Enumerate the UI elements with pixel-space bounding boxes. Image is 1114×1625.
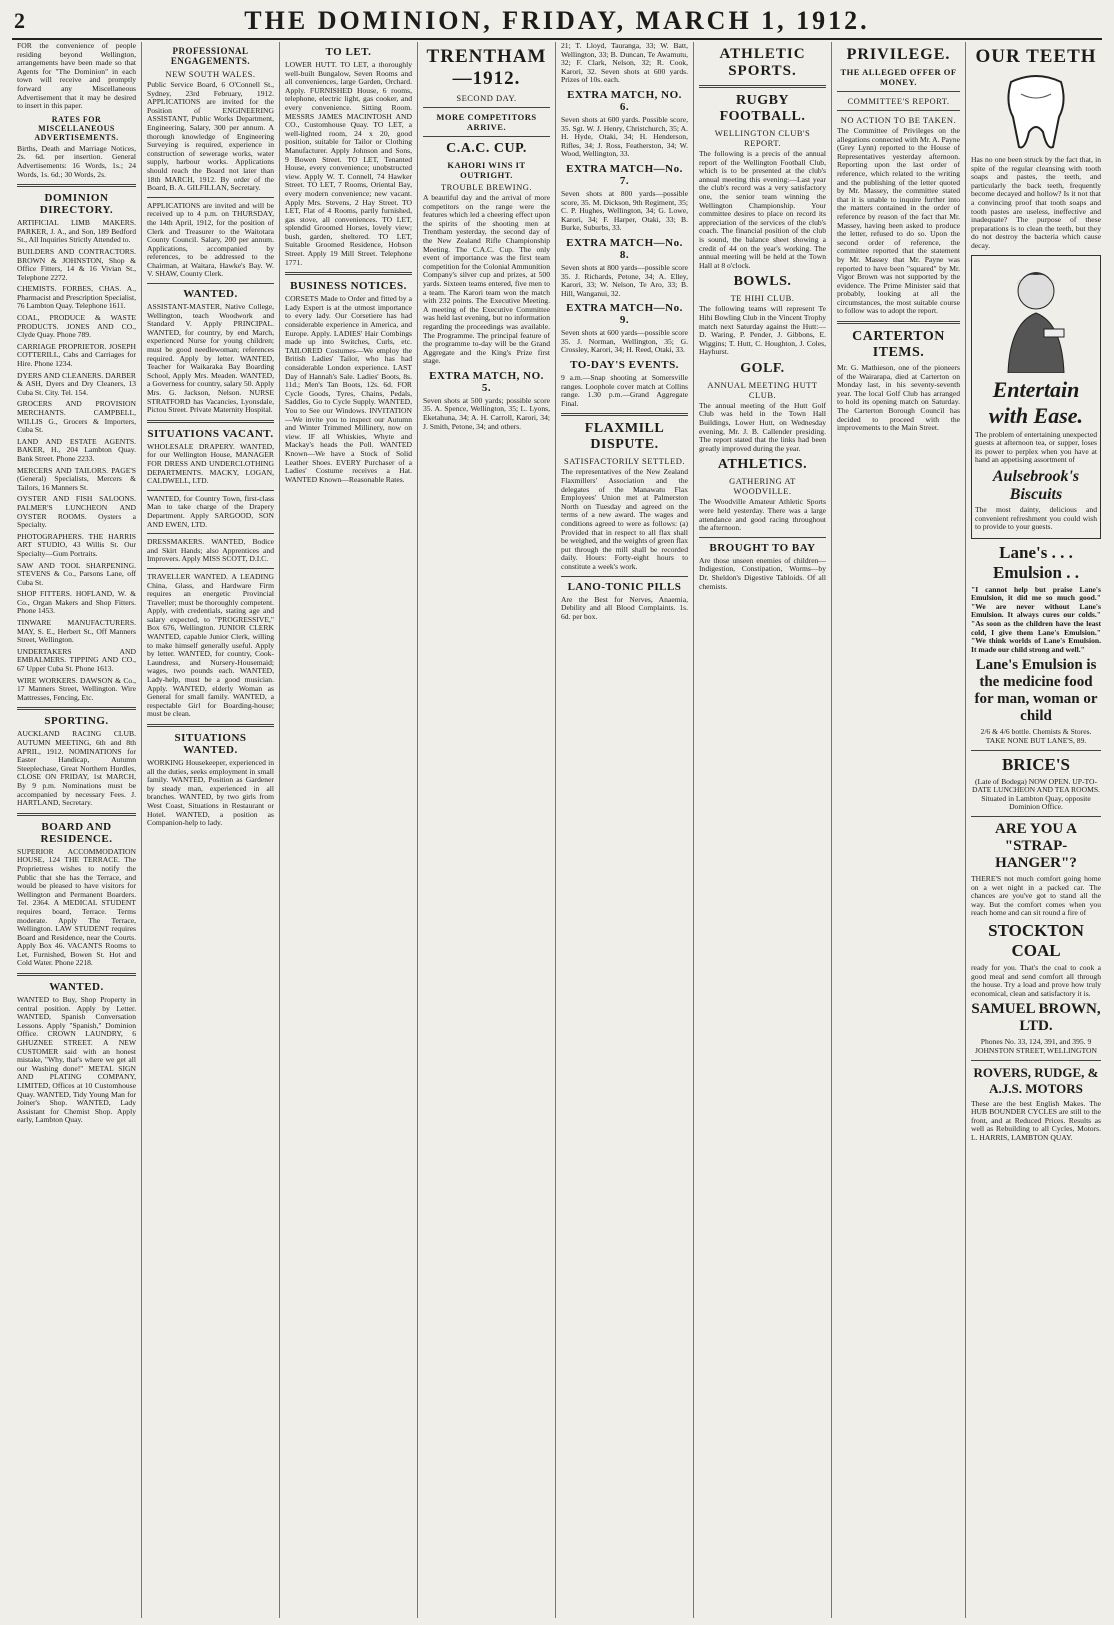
directory-item: MERCERS AND TAILORS. PAGE'S (General) Specialists, Mercers & Tailors, 16 Manners St. — [17, 465, 136, 492]
aulsebrook-intro: The problem of entertaining unexpected guests at afternoon tea, or supper, loses its power to perplex when you have at hand an appetising assortment of — [975, 429, 1097, 465]
lanes-price: 2/6 & 4/6 bottle. Chemists & Stores. TAKE NONE BUT LANE'S, 89. — [980, 727, 1092, 746]
subheading: SECOND DAY. — [456, 93, 517, 103]
match6-text: Seven shots at 600 yards. Possible score, 35. Sgt. W. J. Henry, Christchurch, 35; A. H. Hyde, Otaki, 34; H. Henderson, Rifles, 34; J. Ross, Featherston, 34; W. Wood, Wellington, 33. — [561, 114, 688, 159]
directory-item: OYSTER AND FISH SALOONS. PALMER'S LUNCHEON AND OYSTER ROOMS. Oysters a Specialty. — [17, 494, 136, 530]
divider — [147, 490, 274, 491]
sporting-heading: SPORTING. — [44, 715, 109, 728]
dressmakers-text: DRESSMAKERS. WANTED, Bodice and Skirt Hands; also Apprentices and Improvers. Apply MISS SCOTT, D.I.C. — [147, 537, 274, 564]
directory-item: PHOTOGRAPHERS. THE HARRIS ART STUDIO, 43 Willis St. Our Specialty—Gum Portraits. — [17, 531, 136, 558]
column-classifieds — [12, 42, 142, 1618]
masthead — [12, 4, 1102, 40]
tooth-illustration-icon — [1001, 72, 1071, 152]
wanted-text: ASSISTANT-MASTER, Native College, Wellington, teach Woodwork and Standard V. Apply PRINCIPAL. WANTED, for country, by end March, experienced Nurse for young children; must be good needlewoman; references required. Apply by letter. WANTED, Teacher for Waikaraka Bay Boarding School, Apply Mrs. Meaden. WANTED, a Governess for country, salary 50. Apply Mrs. G. Jackson, Nelson. NURSE STRATFORD has Vacancies, Lyonsdale, Pictou Street. Private Maternity Hospital. — [147, 302, 274, 415]
results-text: 21; T. Lloyd, Tauranga, 33; W. Batt, Wellington, 33; B. Duncan, Te Awamutu, 32; F. Clark, Nelson, 32; R. Cook, Karori, 32. Seven shots at 600 yards. Prizes of 10s. each. — [561, 42, 688, 85]
carterton-text: Mr. G. Mathieson, one of the pioneers of the Wairarapa, died at Carterton on Monday last, in his seventy-seventh year. The local Golf Club has arranged to hold its opening match on Saturday. The Carterton Borough Council has decided to proceed with the improvements to the Main Street. — [837, 363, 960, 433]
strap-heading: ARE YOU A "STRAP-HANGER"? — [995, 821, 1077, 871]
subheading: KAHORI WINS IT OUTRIGHT. — [447, 160, 526, 180]
wanted-text: WANTED to Buy, Shop Property in central position. Apply by Letter. WANTED, Spanish Conversation Lessons. Apply "Spanish," Dominion Office. CROWN LAUNDRY, 6 GHUZNEE STREET. A NEW CUSTOMER said with an honest mistake, "Why, that's where we get all our Washing done!" METAL SIGN AND PLATING COMPANY, LIMITED, Offices at 10 Customhouse Quay. WANTED, Tidy Young Man for Joiner's Shop. WANTED, Lady Assistant for Chemist Shop. Apply early, Lambton Quay. — [17, 995, 136, 1125]
bowls-heading: BOWLS. — [733, 274, 792, 290]
lady-illustration-icon — [988, 263, 1084, 373]
divider — [971, 816, 1101, 817]
divider — [837, 91, 960, 92]
newspaper-title: THE DOMINION, FRIDAY, MARCH 1, 1912. — [244, 6, 870, 35]
subheading: THE ALLEGED OFFER OF MONEY. — [840, 67, 957, 87]
samuel-brown: SAMUEL BROWN, LTD. — [971, 1001, 1101, 1035]
lanes-quotes: "I cannot help but praise Lane's Emulsion, it did me so much good." "We are never without Lane's Emulsion. It always cures our colds." "As soon as the children have the least cold, I give them Lane's Emulsion." "We think worlds of Lane's Emulsion. It made our child strong and well." — [971, 584, 1101, 654]
agents-notice: FOR the convenience of people residing beyond Wellington, arrangements have been made so that Agents for "The Dominion" in each town will receive and promptly forward any Miscellaneous Advertisement that it may be desired to insert in this paper. — [17, 42, 136, 111]
subheading: TROUBLE BREWING. — [440, 182, 533, 192]
column-athletic — [694, 42, 832, 1618]
directory-item: WIRE WORKERS. DAWSON & Co., 17 Manners Street, Wellington. Wire Mattresses, Fencing, Etc. — [17, 675, 136, 702]
divider — [17, 184, 136, 187]
extra-match-text: Seven shots at 500 yards; possible score 35. A. Spence, Wellington, 35; L. Lyons, Eketahuna, 34; A. H. Carroll, Karori, 34; J. Smith, Petone, 34; and others. — [423, 395, 550, 431]
nsw-text: Public Service Board, 6 O'Connell St., Sydney, 23rd February, 1912. APPLICATIONS are invited for the Position of ENGINEERING ASSISTANT, Public Works Department, Engineering, Salary, 300 per annum. A thorough knowledge of Engineering Surveying is required, experience in construction of sewerage works, water supply, harbour works. Applications should reach the Board not later than 18th MARCH, 1912. By order of the Board, B. A. GILFILLAN, Secretary. — [147, 80, 274, 193]
brought-heading: BROUGHT TO BAY — [709, 541, 816, 554]
drapery-text: WHOLESALE DRAPERY. WANTED, for our Wellington House, MANAGER FOR DRESS AND UNDERCLOTHING DEPARTMENTS. MACKY, LOGAN, CALDWELL, LTD. — [147, 441, 274, 486]
athletics-heading: ATHLETICS. — [717, 457, 808, 473]
divider — [971, 1060, 1101, 1061]
column-results — [556, 42, 694, 1618]
extra-match-heading: EXTRA MATCH, NO. 5. — [429, 369, 544, 394]
directory-item: UNDERTAKERS AND EMBALMERS. TIPPING AND CO., 67 Upper Cuba St. Phone 1613. — [17, 646, 136, 674]
situations-wanted-text: WORKING Housekeeper, experienced in all the duties, seeks employment in small family. WANTED, Position as Gardener by steady man, experienced in all branches. WANTED, by two girls from West Coast, Situations in Restaurant or Hotel. WANTED, a position as Companion-help to lady. — [147, 758, 274, 828]
aulsebrook-brand: Aulsebrook's Biscuits — [992, 467, 1080, 503]
entertain-heading: Entertain with Ease. — [988, 376, 1084, 428]
divider — [147, 420, 274, 423]
directory-heading: DOMINION DIRECTORY. — [39, 192, 114, 217]
todays-events-text: 9 a.m.—Snap shooting at Somersville ranges. Loophole cover match at Collins range. 1.30 p.m.—Grand Aggregate Final. — [561, 373, 688, 408]
subheading: TE HIHI CLUB. — [730, 293, 795, 304]
directory-item: DYERS AND CLEANERS. DARBER & ASH, Dyers and Dry Cleaners, 13 Cuba St. City. Tel. 154. — [17, 370, 136, 397]
lanes-slogan: Lane's Emulsion is the medicine food for man, woman or child — [974, 657, 1098, 725]
divider — [837, 110, 960, 111]
flaxmill-text: The representatives of the New Zealand Flaxmillers' Association and the delegates of the Manawatu Flax Employees' Union met at Palmerston North on Tuesday and agreed on the terms of a new award. The wages and conditions agreed to were as follows: (a) Provided that in respect to all flax shall be weighed, and the weights of green flax put through the mill shall be recorded daily. Hours: Forty-eight hours to constitute a week's work. — [561, 467, 688, 571]
bowls-text: The following teams will represent Te Hihi Bowling Club in the Vincent Trophy match next Saturday against the Hutt:—D. Waring, P. Pender, J. Gibbons, E. Wiggins; T. Hutt, C. Houghton, J. Coles, Hayhurst. — [699, 304, 826, 357]
rates-text: Births, Death and Marriage Notices, 2s. 6d. per insertion. General Advertisements: 16 Words, 1s.; 24 Words, 1s. 6d.; 30 Words, 2s. — [17, 143, 136, 179]
flaxmill-heading: FLAXMILL DISPUTE. — [584, 421, 665, 453]
aulsebrook-ad — [971, 255, 1101, 539]
match7-heading: EXTRA MATCH—No. 7. — [566, 162, 683, 187]
column-adverts — [966, 42, 1106, 1618]
directory-item: TINWARE MANUFACTURERS. MAY, S. E., Herbert St., Off Manners Street, Wellington. — [17, 618, 136, 645]
professional-heading: PROFESSIONAL ENGAGEMENTS. — [170, 46, 251, 66]
directory-item: SAW AND TOOL SHARPENING. STEVENS & Co., Parsons Lane, off Cuba St. — [17, 560, 136, 587]
trentham-heading: TRENTHAM—1912. — [426, 46, 547, 89]
page-number: 2 — [14, 8, 25, 33]
subheading: WELLINGTON CLUB'S REPORT. — [714, 128, 811, 148]
clerk-text: APPLICATIONS are invited and will be received up to 4 p.m. on THURSDAY, the 14th April, 1912, for the position of Clerk and Treasurer to the Waitotara County Council. Salary, 200 per annum. Applications, accompanied by references, to be addressed to the Chairman, at Waitara, Hawke's Bay. W. V. SHAW, County Clerk. — [147, 200, 274, 279]
rugby-text: The following is a precis of the annual report of the Wellington Football Club, which is to be presented at the club's annual meeting this evening:—Last year the club's record was a very satisfactory one, the senior team winning the Wellington Championship. Your committee desires to place on record its appreciation of the services of the club's coach. The financial position of the club is sound, the balance sheet showing a credit of 44 on the year's working. The annual meeting will be held at the Town Hall at 8 o'clock. — [699, 149, 826, 270]
match8-heading: EXTRA MATCH—No. 8. — [566, 236, 683, 261]
divider — [561, 576, 688, 577]
samuel-text: Phones No. 33, 124, 391, and 395. 9 JOHNSTON STREET, WELLINGTON — [975, 1037, 1097, 1055]
column-trentham — [418, 42, 556, 1618]
golf-heading: GOLF. — [740, 360, 785, 376]
our-teeth-heading: OUR TEETH — [975, 46, 1097, 67]
nsw-heading: NEW SOUTH WALES. — [165, 69, 256, 79]
subheading: NO ACTION TO BE TAKEN. — [840, 115, 957, 125]
match6-heading: EXTRA MATCH, NO. 6. — [567, 88, 682, 113]
subheading: GATHERING AT WOODVILLE. — [729, 476, 796, 497]
carterton-heading: CARTERTON ITEMS. — [852, 329, 945, 361]
divider — [561, 413, 688, 416]
rovers-heading: ROVERS, RUDGE, & A.J.S. MOTORS — [973, 1064, 1099, 1096]
directory-item: GROCERS AND PROVISION MERCHANTS. CAMPBELL, WILLIS G., Grocers & Importers, Cuba St. — [17, 399, 136, 435]
column-engagements — [142, 42, 280, 1618]
our-teeth-text: Has no one been struck by the fact that, in spite of the regular cleansing with tooth soaps and pastes, the teeth, and particularly the back teeth, frequently become decayed and hollow? Is it not that a convincing proof that tooth soaps and tooth pastes are useless, ineffective and inadequate? The purpose of these preparations is to clean the teeth, but they do not destroy the bacteria which cause decay. — [971, 155, 1101, 250]
golf-text: The annual meeting of the Hutt Golf Club was held in the Town Hall Buildings, Lower Hutt, on Wednesday evening, Mr. J. B. Callender presiding. The report stated that the links had been greatly improved during the year. — [699, 400, 826, 453]
divider — [17, 707, 136, 710]
directory-item: BUILDERS AND CONTRACTORS. BROWN & JOHNSTON, Shop & Office Fitters, 14 & 16 Vivian St., Telephone 2272. — [17, 246, 136, 282]
match8-text: Seven shots at 800 yards—possible score 35. J. Richards, Petone, 34; A. Elley, Karori, 33; W. Nelson, Te Aro, 33; B. Hill, Wanganui, 32. — [561, 262, 688, 298]
business-text: CORSETS Made to Order and fitted by a Lady Expert is at the utmost importance to every lady. Our Corsetiere has had considerable experience in America, and Europe. Apply. LADIES' Hair Combings made up into Switches, Curls, etc. TAILORED Costumes—We employ the British Ladies' Tailor, who has had considerable London experience. LAST Day of Hannah's Sale. Ladies' Boots, 8s. 11d.; Men's Tan Boots, 12s. 6d. FOR Cycle Goods, Tyres, Chains, Pedals, Saddles, Go to Cycle Supply. WANTED, You to See our Windows. INVITATION—We invite you to inspect our Autumn and Winter Trimmed Millinery, now on view. IF all Whiskies, Whyte and Mackay's heads the Poll. WANTED Known—We have a Stock of Solid Leather Shoes. EVERY Purchaser of a Ladies' Costume receives a Hat. WANTED Known—Reasonable Rates. — [285, 294, 412, 484]
brice-heading: BRICE'S — [1001, 754, 1071, 774]
divider — [147, 283, 274, 284]
stockton-text: ready for you. That's the coal to cook a good meal and send comfort all through the house. Try a load and prove how truly economical, clean and satisfactory it is. — [971, 962, 1101, 998]
rates-heading: RATES FOR MISCELLANEOUS ADVERTISEMENTS. — [34, 114, 119, 142]
directory-item: COAL, PRODUCE & WASTE PRODUCTS. JONES AND CO., Clyde Quay. Phone 789. — [17, 313, 136, 340]
privilege-text: The Committee of Privileges on the allegations connected with Mr. A. Payne (Grey Lynn) reported to the House of Representatives yesterday afternoon. Reporting upon the last order of reference, which related to the writing and the publishing of the letter quoted by Mr. Massey, the committee stated that it is unable to inquire further into the matters contained in the order of reference by reason of the fact that Mr. Massey, having been asked to produce the letter, refused to do so. Upon the second order of reference, the committee reported that the statement by Mr. Massey that Mr. Payne was reported to have been "squared" by Mr. Vigor Brown was not supported by the evidence. The Prime Minister said that probably, looking at all the circumstances, the most suitable course to follow was to adopt the report. — [837, 126, 960, 316]
directory-item: CARRIAGE PROPRIETOR. JOSEPH COTTERILL, Cabs and Carriages for Hire. Phone 1234. — [17, 341, 136, 369]
brought-text: Are those unseen enemies of children—Indigestion, Constipation, Worms—by Dr. Sheldon's Digestive Tabloids. Of all chemists. — [699, 555, 826, 591]
board-text: SUPERIOR ACCOMMODATION HOUSE, 124 THE TERRACE. The Proprietress wishes to notify the Public that she has the Terrace, and would be pleased to have visitors for Wellington and Permanent Boarders. Tel. 2364. A MEDICAL STUDENT requires board, Terrace. Terms moderate. Apply The Terrace, Wellington. LAW STUDENT requires Board and Residence, near the Courts. Apply Box 46. VACANTS Rooms to Let, Furnished, Bowen St. Hot and Cold Water. Phone 2218. — [17, 846, 136, 968]
sporting-text: AUCKLAND RACING CLUB. AUTUMN MEETING, 6th and 8th APRIL, 1912. NOMINATIONS for Easter Handicap, Autumn Steeplechase, Great Northern Hurdles, CLOSE ON FRIDAY, 1st MARCH, By 9 p.m. Nominations must be accompanied by necessary Fees. J. HARTLAND, Secretary. — [17, 729, 136, 808]
wanted-heading: WANTED. — [49, 981, 104, 994]
divider — [971, 750, 1101, 751]
wanted-heading: WANTED. — [183, 288, 238, 301]
athletics-text: The Woodville Amateur Athletic Sports were held yesterday. There was a large attendance and good racing throughout the afternoon. — [699, 497, 826, 533]
stockton-coal: STOCKTON COAL — [988, 920, 1084, 960]
directory-item: LAND AND ESTATE AGENTS. BAKER, H., 204 Lambton Quay. Bank Street. Phone 2233. — [17, 436, 136, 463]
divider — [423, 136, 550, 137]
brice-text: (Late of Bodega) NOW OPEN. UP-TO-DATE LUNCHEON AND TEA ROOMS. Situated in Lambton Quay, opposite Dominion Office. — [972, 776, 1100, 812]
divider — [285, 272, 412, 275]
divider — [147, 724, 274, 727]
lano-text: Are the Best for Nerves, Anaemia, Debility and all Blood Complaints. 1s. 6d. per box. — [561, 594, 688, 621]
divider — [147, 197, 274, 198]
business-heading: BUSINESS NOTICES. — [290, 280, 407, 293]
subheading: SATISFACTORILY SETTLED. — [564, 456, 685, 467]
subheading: ANNUAL MEETING HUTT CLUB. — [707, 379, 818, 400]
divider — [147, 533, 274, 534]
directory-item: ARTIFICIAL LIMB MAKERS. PARKER, J. A., and Son, 189 Bedford St., All Inquiries Strictly Attended to. — [17, 218, 136, 245]
todays-events-heading: TO-DAY'S EVENTS. — [570, 359, 679, 372]
divider — [147, 568, 274, 569]
lano-heading: LANO-TONIC PILLS — [567, 580, 682, 593]
athletic-heading: ATHLETIC SPORTS. — [719, 46, 806, 79]
divider — [423, 107, 550, 108]
match9-heading: EXTRA MATCH—No. 9. — [566, 302, 683, 327]
privilege-heading: PRIVILEGE. — [846, 46, 951, 63]
lanes-heading: Lane's . . . Emulsion . . — [993, 542, 1079, 582]
strap-text: THERE'S not much comfort going home on a wet night in a packed car. The chances are you've got to stand all the way. But the comfort comes when you reach home and can sit round a fire of — [971, 874, 1101, 918]
to-let-text: LOWER HUTT. TO LET, a thoroughly well-built Bungalow, Seven Rooms and all conveniences, large Garden, Orchard. Apply. FURNISHED House, 6 rooms, telephone, electric light, gas cooker, and every convenience. Sitting Room. MESSRS JAMES MACINTOSH AND CO., Customhouse Quay. TO LET, a well-lighted room, 24 x 20, good position, suitable for Tailor or Clothing Manufacturer. Apply Johnson and Sons, 9 Bowen Street. TO LET, Tenanted House, every convenience; unobstructed view. Apply W. T. Connell, 74 Hawker Street. TO LET, 7 Rooms, Oriental Bay, every modern convenience; new vacant. Apply Mrs. Stevens, 2 Hay Street. TO LET, Flat of 4 Rooms, partly furnished, gas stove, all conveniences. TO LET, splendid Groomed Horses, lovely view; bush, garden, sheltered. TO LET, Suitable Groomed Residence, Hobson Street. Apply 19 Mill Street. Telephone 1771. — [285, 60, 412, 267]
cac-cup-heading: C.A.C. CUP. — [446, 141, 527, 156]
match9-text: Seven shots at 600 yards—possible score 35. J. Norman, Wellington, 35; G. Crossley, Karori, 34; H. Reed, Otaki, 33. — [561, 328, 688, 355]
rovers-text: These are the best English Makes. The HUB BOUNDER CYCLES are still to the front, and at Reduced Prices. Results as well as Rebuilding to all Cycles, Motors. L. HARRIS, LAMBTON QUAY. — [971, 1098, 1101, 1142]
subheading: MORE COMPETITORS ARRIVE. — [436, 112, 537, 132]
trentham-body: A beautiful day and the arrival of more competitors on the range were the features which led a cheering effect upon the spirits of the shooting men at Trentham yesterday, the second day of the New Zealand Rifle Championship Meeting. The C.A.C. Cup. The only event of importance was the first team competition for the Colonial Ammunition Company's silver cup and prizes, at 500 yards. Sixteen teams entered, five men to a team. The Karori team won the match with 232 points. The Executive Meeting. A meeting of the Executive Committee was held last evening, but no information regarding the proceedings was available. The Programme. The principal feature of the programme to-day will be the Grand Aggregate and the King's Prize first stage. — [423, 193, 550, 366]
divider — [17, 973, 136, 976]
divider — [17, 813, 136, 816]
situations-wanted-heading: SITUATIONS WANTED. — [174, 732, 247, 756]
directory-item: CHEMISTS. FORBES, CHAS. A., Pharmacist and Prescription Specialist, 76 Lambton Quay. Telephone 1611. — [17, 284, 136, 311]
column-privilege — [832, 42, 966, 1618]
directory-item: SHOP FITTERS. HOFLAND, W. & Co., Organ Makers and Shop Fitters. Phone 1453. — [17, 589, 136, 616]
country-text: WANTED, for Country Town, first-class Man to take charge of the Drapery Department. Apply SARGOOD, SON AND EWEN, LTD. — [147, 493, 274, 529]
traveller-text: TRAVELLER WANTED. A LEADING China, Glass, and Hardware Firm requires an energetic Provincial Traveller; must be thoroughly competent. Apply, with credentials, stating age and salary expected, to "PROGRESSIVE," Box 676, Wellington. JUNIOR CLERK WANTED, capable Junior Clerk, willing to make himself generally useful. Apply by letter. WANTED, for country, Cook-Laundress, and Nursery-Housemaid; wages, two pounds each. WANTED, Lady-help, must be a good musician. Apply. WANTED, elderly Woman as General for small family. WANTED, a respectable Girl for Boarding-house; must be clean. — [147, 571, 274, 719]
divider — [699, 537, 826, 538]
board-heading: BOARD AND RESIDENCE. — [40, 820, 113, 845]
to-let-heading: TO LET. — [325, 46, 372, 58]
aulsebrook-text: The most dainty, delicious and convenient refreshment you could wish to provide to your guests. — [975, 504, 1097, 532]
situations-vacant-heading: SITUATIONS VACANT. — [147, 427, 274, 440]
page-columns — [12, 42, 1106, 1618]
divider — [699, 85, 826, 88]
divider — [837, 321, 960, 324]
subheading: COMMITTEE'S REPORT. — [847, 96, 950, 106]
match7-text: Seven shots at 800 yards—possible score, 35. M. Dickson, 9th Regiment, 35; C. P. Hughes, Wellington, 34; G. Lowe, Karori, 34; F. Harper, Otaki, 33; B. Burke, Suburbs, 33. — [561, 188, 688, 233]
column-to-let — [280, 42, 418, 1618]
rugby-heading: RUGBY FOOTBALL. — [719, 93, 806, 124]
